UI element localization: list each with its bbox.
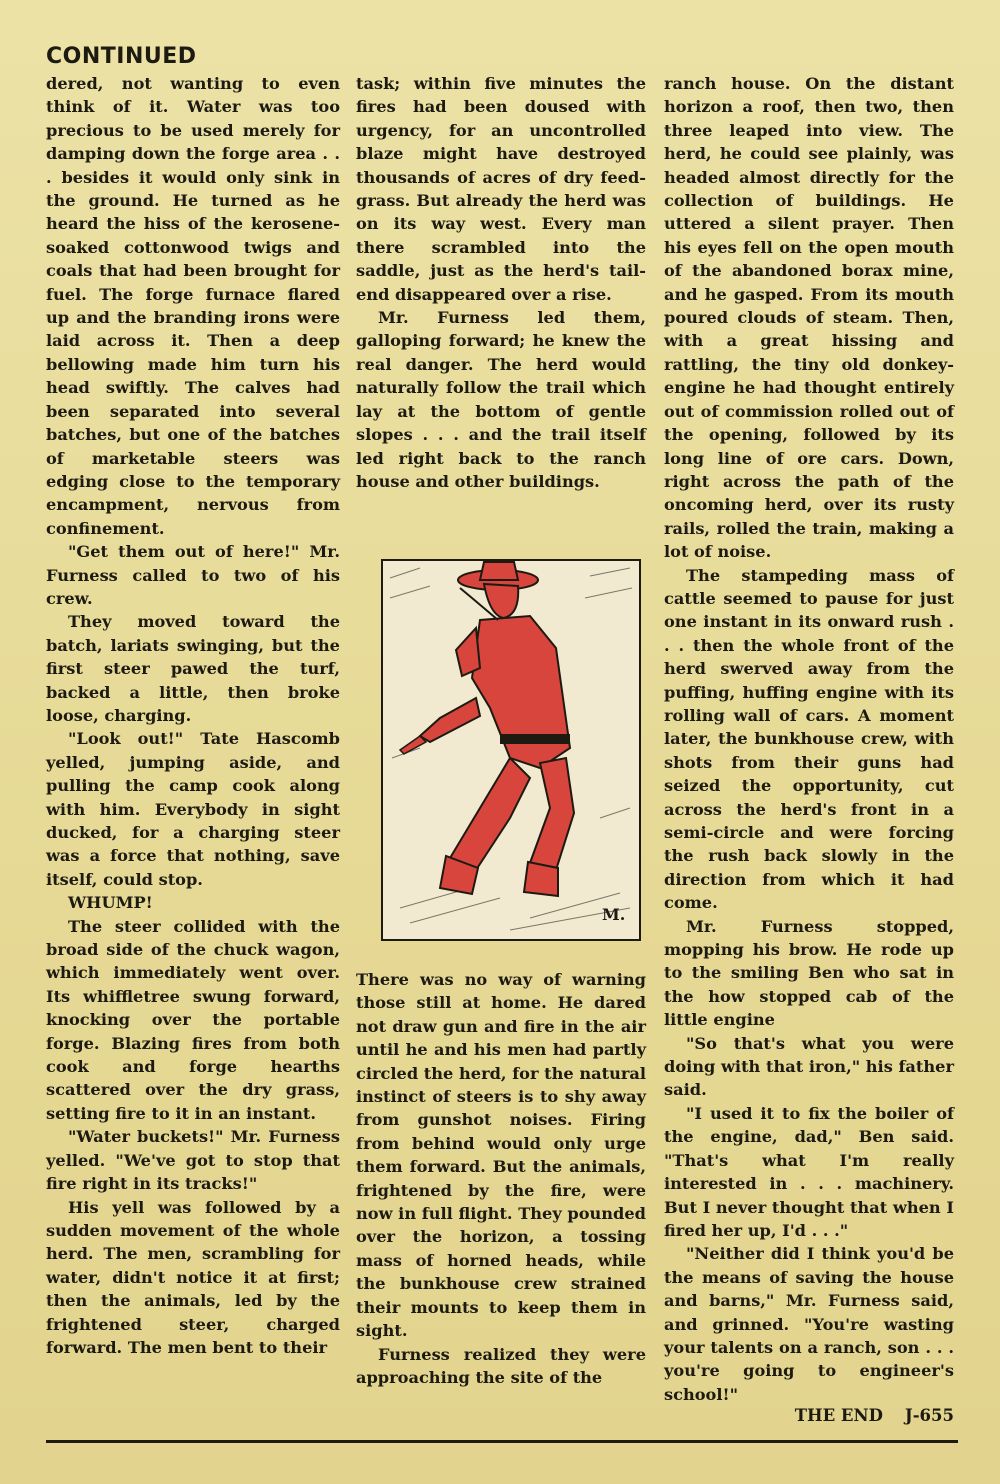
cowboy-illustration (380, 558, 642, 942)
paragraph: The stampeding mass of cattle seemed to pause for just one instant in its onward rush . . . then the whole front of the herd swerved away from the puffing, huffing engine with its rolling wall of cars. A moment later, the bunkhouse crew, with shots from their guns had seized the opportunity, cut across the herd's front in a semi-circle and were forcing the rush back slowly in the direction from which it had come. (664, 565, 954, 913)
paragraph: ranch house. On the distant horizon a roof, then two, then three leaped into view. The herd, he could see plainly, was headed almost directly for the collection of buildings. He uttered a silent prayer. Then his eyes fell on the open mouth of the abandoned borax mine, and he gasped. From its mouth poured clouds of steam. Then, with a great hissing and rattling, the tiny old donkey-engine he had thought entirely out of commission rolled out of the opening, followed by its long line of ore cars. Down, right across the path of the oncoming herd, over its rusty rails, rolled the train, making a lot of noise. (664, 74, 954, 562)
story-code: J-655 (904, 1406, 954, 1425)
paragraph: "I used it to fix the boiler of the engine, dad," Ben said. "That's what I'm really interested in . . . machinery. But I never thought that when I fired her up, I'd . . ." (664, 1103, 954, 1240)
the-end-label: THE END (794, 1406, 883, 1425)
paragraph: dered, not wanting to even think of it. Water was too precious to be used merely for damping down the forge area . . . besides it would only sink in the ground. He turned as he heard the hiss of the kerosene-soaked cottonwood twigs and coals that had been brought for fuel. The forge furnace flared up and the branding irons were laid across it. Then a deep bellowing made him turn his head swiftly. The calves had been separated into several batches, but one of the batches of marketable steers was edging close to the temporary encampment, nervous from confinement. (46, 74, 340, 538)
column-2-bottom (356, 968, 646, 1389)
column-2-top (356, 72, 646, 493)
paragraph: Furness realized they were approaching the site of the (356, 1344, 646, 1387)
continued-heading: CONTINUED (46, 44, 197, 69)
paragraph: "Water buckets!" Mr. Furness yelled. "We've got to stop that fire right in its tracks!" (46, 1127, 340, 1194)
paragraph: His yell was followed by a sudden movement of the whole herd. The men, scrambling for water, didn't notice it at first; then the animals, led by the frightened steer, charged forward. The men bent to their (46, 1197, 340, 1357)
paragraph: "So that's what you were doing with that iron," his father said. (664, 1033, 954, 1100)
artist-signature: M. (602, 905, 626, 924)
paragraph: There was no way of warning those still at home. He dared not draw gun and fire in the air until he and his men had partly circled the herd, for the natural instinct of steers is to shy away from gunshot noises. Firing from behind would only urge them forward. But the animals, frightened by the fire, were now in full flight. They pounded over the horizon, a tossing mass of horned heads, while the bunkhouse crew strained their mounts to keep them in sight. (356, 970, 646, 1341)
column-1 (46, 72, 340, 1359)
paragraph: The steer collided with the broad side of the chuck wagon, which immediately went over. Its whiffletree swung forward, knocking over the portable forge. Blazing fires from both cook and forge hearths scattered over the dry grass, setting fire to it in an instant. (46, 916, 340, 1123)
sound-effect: WHUMP! (68, 893, 153, 913)
paragraph: "Neither did I think you'd be the means of saving the house and barns," Mr. Furness said, and grinned. "You're wasting your talents on a ranch, son . . . you're going to engineer's school!" (664, 1244, 954, 1404)
end-line (664, 1406, 954, 1425)
paragraph: Mr. Furness stopped, mopping his brow. He rode up to the smiling Ben who sat in the how stopped cab of the little engine (664, 916, 954, 1030)
paragraph: "Look out!" Tate Hascomb yelled, jumping aside, and pulling the camp cook along with him. Everybody in sight ducked, for a charging steer was a force that nothing, save itself, could stop. (46, 729, 340, 889)
bottom-rule (46, 1440, 958, 1443)
paragraph: "Get them out of here!" Mr. Furness called to two of his crew. (46, 542, 340, 608)
column-3 (664, 72, 954, 1406)
paragraph: They moved toward the batch, lariats swinging, but the first steer pawed the turf, backed a little, then broke loose, charging. (46, 612, 340, 725)
gun-belt (500, 734, 570, 744)
paragraph: task; within five minutes the fires had been doused with urgency, for an uncontrolled blaze might have destroyed thousands of acres of dry feed-grass. But already the herd was on its way west. Every man there scrambled into the saddle, just as the herd's tail-end disappeared over a rise. (356, 74, 646, 304)
paragraph: Mr. Furness led them, galloping forward; he knew the real danger. The herd would naturally follow the trail which lay at the bottom of gentle slopes . . . and the trail itself led right back to the ranch house and other buildings. (356, 308, 646, 491)
